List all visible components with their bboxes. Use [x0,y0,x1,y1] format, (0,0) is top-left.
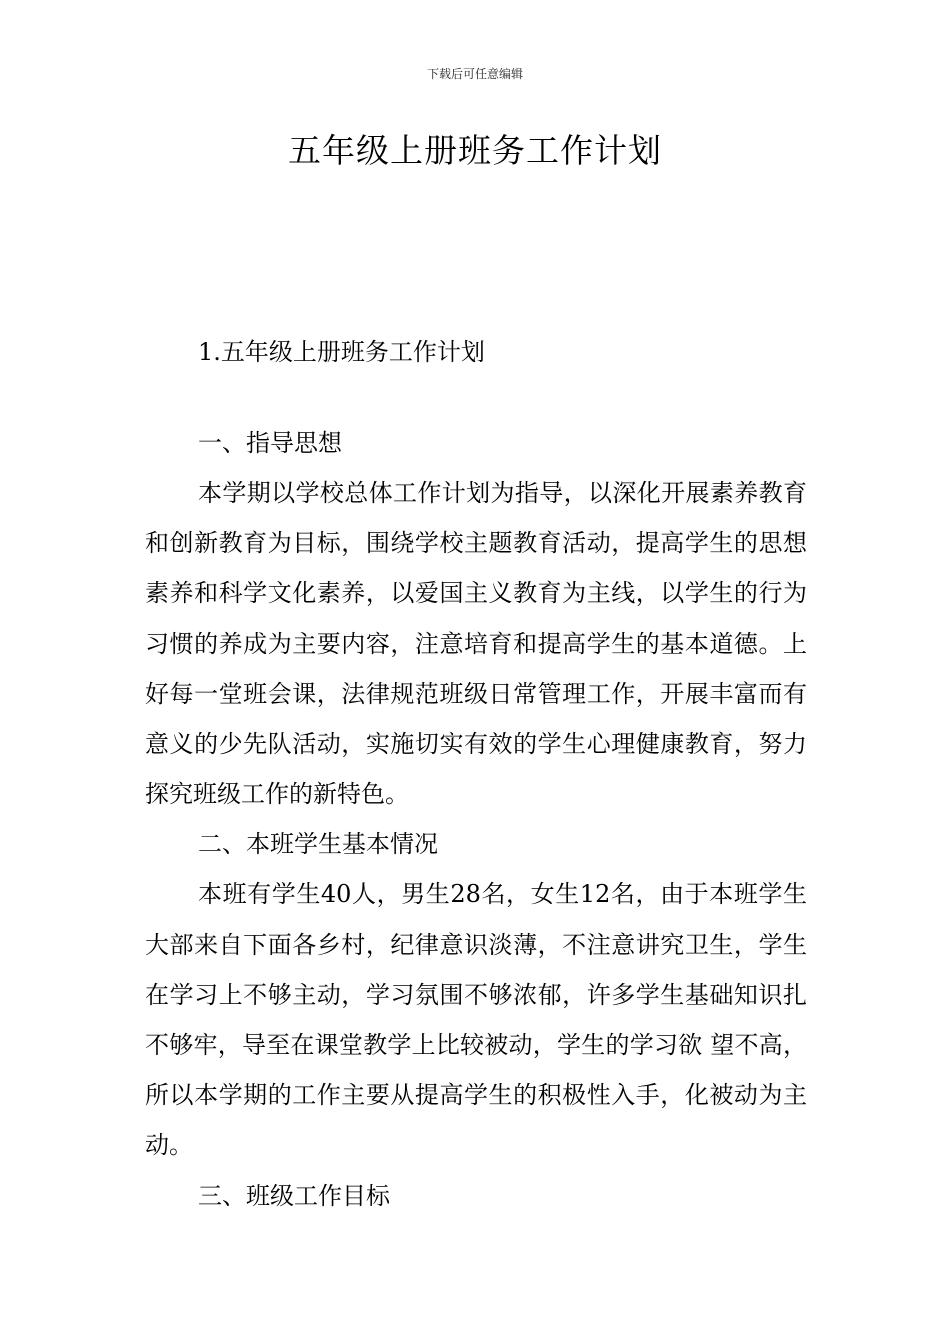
item-title: 1.五年级上册班务工作计划 [198,338,485,366]
section-heading-guiding-ideology: 一、指导思想 [198,429,342,457]
section-heading-class-goals: 三、班级工作目标 [198,1181,390,1210]
document-title: 五年级上册班务工作计划 [288,131,662,170]
section-heading-class-situation: 二、本班学生基本情况 [198,830,438,859]
document-body [145,327,807,1221]
header-note: 下载后可任意编辑 [426,67,523,81]
section-paragraph-class-situation: 本班有学生40人，男生28名，女生12名，由于本班学生大部来自下面各乡村，纪律意识淡薄，不注意讲究卫生，学生在学习上不够主动，学习氛围不够浓郁，许多学生基础知识扎不够牢，导至在课堂教学上比较被动，学生的学习欲 望不高，所以本学期的工作主要从提高学生的积极性入手，化被动为主动。 [145,880,807,1160]
spacer [145,377,807,418]
section-paragraph-guiding-ideology: 本学期以学校总体工作计划为指导，以深化开展素养教育和创新教育为目标，围绕学校主题教育活动，提高学生的思想素养和科学文化素养，以爱国主义教育为主线，以学生的行为习惯的养成为主要内容，注意培育和提高学生的基本道德。上好每一堂班会课，法律规范班级日常管理工作，开展丰富而有意义的少先队活动，实施切实有效的学生心理健康教育，努力探究班级工作的新特色。 [145,479,807,809]
